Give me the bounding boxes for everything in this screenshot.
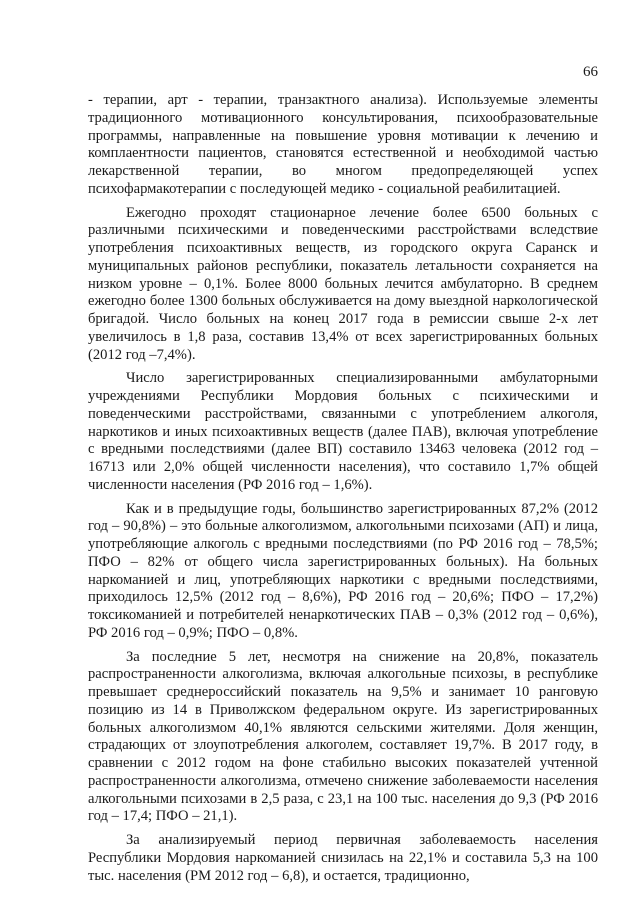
body-text [88,92,598,891]
paragraph-continuation: - терапии, арт - терапии, транзактного анализа). Используемые элементы традиционного мотивационного консультирования, психообразовательные программы, направленные на повышение уровня мотивации к лечению и комплаентности пациентов, становятся естественной и необходимой частью лекарственной терапии, во многом предопределяющей успех психофармакотерапии с последующей медико - социальной реабилитацией. [88,92,598,197]
paragraph-inpatient-treatment: Ежегодно проходят стационарное лечение более 6500 больных с различными психическими и поведенческими расстройствами вследствие употребления психоактивных веществ, из городского округа Саранск и муниципальных районов республики, показатель летальности сохраняется на низком уровне – 0,1%. Более 8000 больных лечится амбулаторно. В среднем ежегодно более 1300 больных обслуживается на дому выездной наркологической бригадой. Число больных на конец 2017 года в ремиссии свыше 2-х лет увеличилось в 1,8 раза, составив 13,4% от всех зарегистрированных больных (2012 год –7,4%). [88,204,598,363]
paragraph-registered-patients: Число зарегистрированных специализированными амбулаторными учреждениями Республики Мордовия больных с психическими и поведенческими расстройствами, связанными с употреблением алкоголя, наркотиков и иных психоактивных веществ (далее ПАВ), включая употребление с вредными последствиями (далее ВП) составило 13463 человека (2012 год – 16713 или 2,0% общей численности населения), что составило 1,7% общей численности населения (РФ 2016 год – 1,6%). [88,370,598,493]
paragraph-alcoholism-prevalence: За последние 5 лет, несмотря на снижение на 20,8%, показатель распространенности алкоголизма, включая алкогольные психозы, в республике превышает среднероссийский показатель на 9,5% и занимает 10 ранговую позицию из 14 в Приволжском федеральном округе. Из зарегистрированных больных алкоголизмом 40,1% являются сельскими жителями. Доля женщин, страдающих от злоупотребления алкоголем, составляет 19,7%. В 2017 году, в сравнении с 2012 годом на фоне стабильно высоких показателей учтенной распространенности алкоголизма, отмечено снижение заболеваемости населения алкогольными психозами в 2,5 раза, с 23,1 на 100 тыс. населения до 9,3 (РФ 2016 год – 17,4; ПФО – 21,1). [88,648,598,825]
paragraph-drug-addiction-incidence: За анализируемый период первичная заболеваемость населения Республики Мордовия наркоманией снизилась на 22,1% и составила 5,3 на 100 тыс. населения (РМ 2012 год – 6,8), и остается, традиционно, [88,832,598,884]
page-number: 66 [583,64,598,80]
paragraph-alcoholism-share: Как и в предыдущие годы, большинство зарегистрированных 87,2% (2012 год – 90,8%) – это больные алкоголизмом, алкогольными психозами (АП) и лица, употребляющие алкоголь с вредными последствиями (по РФ 2016 год – 78,5%; ПФО – 82% от общего числа зарегистрированных больных). На больных наркоманией и лиц, употребляющих наркотики с вредными последствиями, приходилось 12,5% (2012 год – 8,6%), РФ 2016 год – 20,6%; ПФО – 17,2%) токсикоманией и потребителей ненаркотических ПАВ – 0,3% (2012 год – 0,6%), РФ 2016 год – 0,9%; ПФО – 0,8%. [88,500,598,641]
